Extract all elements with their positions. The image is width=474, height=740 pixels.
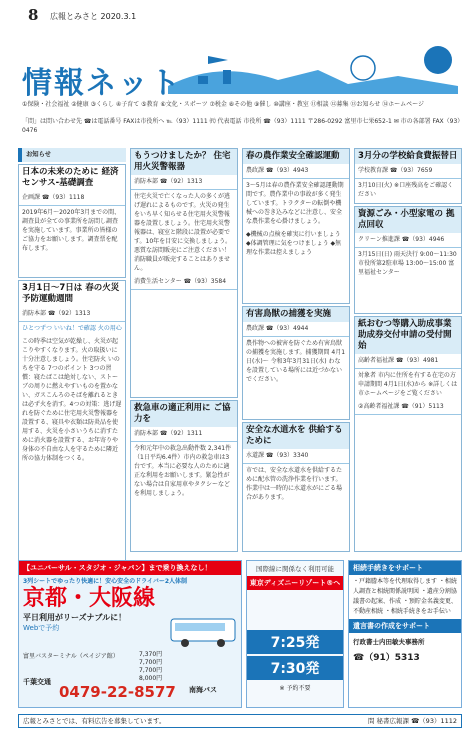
page-header <box>0 0 474 30</box>
fire-week-title: 3月1日〜7日は 春の火災予防運動週間 <box>22 282 120 304</box>
bus-ad-route: 京都・大阪線 <box>23 586 156 611</box>
bus-fare-1: 7,370円 <box>139 651 163 658</box>
page-number: 8 <box>28 6 39 24</box>
lunch-fee-contact: 学校教育課 ☎（93）7659 <box>355 164 461 179</box>
column-a <box>18 148 126 578</box>
farm-safety-body: 3〜5月は春の農作業安全確認運動期間です。農作業中の事故が多く発生しています。トラクターの転倒や機械への巻き込みなどに注意し、安全な農作業を心掛けましょう。 <box>246 181 344 225</box>
bus-company: 千葉交通 <box>23 678 51 686</box>
disney-ad-route: 東京ディズニーリゾート®へ <box>247 576 343 590</box>
recycling-body: 3月15日(日) 雨天決行 9:00〜11:30 市役所第2駐車場 13:00〜15:00 富里福祉センター <box>358 250 457 276</box>
ambulance-contact: 消防本部 ☎（92）1311 <box>131 427 237 442</box>
footer-text: 広報とみさとでは、有料広告を募集しています。 <box>23 717 166 725</box>
wildlife-contact: 農政課 ☎（93）4944 <box>243 322 349 337</box>
footer-ad-notice <box>18 714 462 728</box>
legal-ad-title: 相続手続きをサポート <box>349 561 461 575</box>
fire-week-body: この時季は空気が乾燥し、火災が起こりやすくなります。火の取扱いに十分注意しましょう。住宅防火 いのちを守る 7つのポイント 3つの習慣：寝たばこは絶対しない、ストーブの周りに燃えやすいものを置かない、ガスこんろのそばを離れるときは必ず火を消す。4つの対策：逃げ遅れを防ぐために住宅用火災警報器を設置する、寝具や衣類は防炎品を使用する、火災を小さいうちに消すために消火器を設置する、お年寄りや身体の不自由な人を守るために隣近所の協力体制をつくる。 <box>22 337 122 462</box>
bus-ad-dest: 富里バスターミナル（ペイジア館） <box>23 653 119 660</box>
legal-office-advertisement[interactable] <box>348 560 462 708</box>
bus-advertisement[interactable] <box>18 560 242 708</box>
contact-legend: 「問」は問い合わせ先 ☎は電話番号 FAXは市役所へ ℡（93）1111 ㈹ 代表電話 市役所 ☎（93）1111 〒286‑0292 富里市七栄652‑1 ✉ 市の各部署 FAX（93）0476 <box>22 118 461 134</box>
water-title: 安全な水道水を 供給するために <box>243 423 349 449</box>
alarm-body: 住宅火災で亡くなった人の多くが逃げ遅れによるものです。火災の発生をいち早く知らせる住宅用火災警報器を設置しましょう。住宅用火災警報器は、寝室と階段に設置が必要です。10年を目安に交換しましょう。悪質な訪問販売にご注意ください！消防職員が販売することはありません。 <box>134 192 232 272</box>
alarm-contact: 消防本部 ☎（92）1313 <box>131 175 237 190</box>
diaper-title: 紙おむつ等購入助成事業 助成券交付申請の受付開始 <box>355 317 461 354</box>
water-body: 市では、安全な水道水を供給するために配水管の洗浄作業を行います。作業中は一時的に水道水がにごる場合があります。 <box>246 466 343 501</box>
lunch-fee-body: 3月10日(火) ※口座残高をご確認ください <box>358 181 454 198</box>
farm-safety-title: 春の農作業安全確認運動 <box>243 149 349 164</box>
bus-ad-online: Webで予約 <box>23 624 60 632</box>
alarm-title: もうつけましたか？ 住宅用火災警報器 <box>131 149 237 175</box>
bus-phone[interactable]: 0479-22-8577 <box>59 683 176 701</box>
disney-ad-headline: 国際線に関係なく利用可能 <box>256 565 334 573</box>
disney-ad-note: ※ 予約不要 <box>279 685 311 692</box>
ambulance-title: 救急車の適正利用に ご協力を <box>131 401 237 427</box>
bus-ad-catch: 平日利用がリーズナブルに！ <box>23 613 127 622</box>
farm-safety-points: ◆機械の点検を確実に行いましょう ◆体調管理に気をつけましょう ◆無理な作業は控えましょう <box>246 230 342 256</box>
water-contact: 水道課 ☎（93）3340 <box>243 449 349 464</box>
fire-week-contact: 消防本部 ☎（92）1313 <box>19 307 125 322</box>
bus-icon <box>169 615 239 649</box>
diaper-contact: 高齢者福祉課 ☎（93）4981 <box>355 354 461 369</box>
consumer-center-contact: 消費生活センター ☎（93）3584 <box>131 275 237 290</box>
census-body: 2019年6月〜2020年3月までの間、調査員が全ての事業所を訪問し調査を実施しています。事業所の皆様のご協力をお願いします。調査票を配布します。 <box>22 208 121 252</box>
disney-bus-advertisement[interactable] <box>246 560 344 708</box>
ambulance-body: 令和元年中の救急出動件数 2,341件（1日平均6.4件）市内の救急車は3台です。本当に必要な人のために適正な利用をお願いします。緊急性がない場合は自家用車やタクシーなどを利用しましょう。 <box>134 444 232 497</box>
bus-partner: 南海バス <box>189 686 217 694</box>
lunch-fee-title: 3月分の学校給食費振替日 <box>355 149 461 164</box>
bus-fare-2: 7,700円 <box>139 659 163 666</box>
recycling-contact: クリーン推進課 ☎（93）4946 <box>355 233 461 248</box>
section-banner-title: 情報ネット <box>22 66 182 101</box>
recycling-title: 資源ごみ・小型家電の 拠点回収 <box>355 207 461 233</box>
legal-ad-title-2: 遺言書の作成をサポート <box>349 619 461 633</box>
fire-week-slogan: ひとつずつ いいね！で確認 火の用心 <box>22 324 122 332</box>
wildlife-body: 農作物への被害を防ぐため有害鳥獣の捕獲を実施します。捕獲期間 4月1日(水)〜 令和3年3月31日(水) わなを設置している場所には近づかないでください。 <box>246 339 346 383</box>
legal-office-name: 行政書士内田敏夫事務所 <box>353 638 425 646</box>
publication-date: 広報とみさと 2020.3.1 <box>50 12 137 21</box>
legal-office-phone[interactable]: ☎（91）5313 <box>353 653 420 663</box>
legal-ad-items: ・戸籍謄本等を代理取得します ・相続人調査と相続関係説明図 ・遺産分割協議書の起案、作成 ・預貯金名義変更、不動産相続 ・相続手続きをお手伝い <box>353 578 457 615</box>
bus-fare-4: 8,000円 <box>139 675 163 682</box>
diaper-body: 対象者 市内に住所を有する在宅の方 申請期間 4月1日(水)から ※詳しくは市ホームページをご覧ください <box>358 371 458 397</box>
column-c <box>242 148 350 552</box>
bus-ad-sub: 3列シートでゆったり快適に！安心安全のドライバー2人体制 <box>23 578 187 585</box>
footer-contact: 問 秘書広報課 ☎（93）1112 <box>367 717 457 725</box>
wildlife-title: 有害鳥獣の捕獲を実施 <box>243 307 349 322</box>
column-d <box>354 148 462 552</box>
census-contact: 企画課 ☎（93）1118 <box>19 191 125 206</box>
census-title: 日本の未来のために 経済センサス‐基礎調査 <box>22 166 119 188</box>
section-heading-notice: お知らせ <box>18 148 126 162</box>
disney-time-1: 7:25発 <box>247 630 343 654</box>
bus-ad-headline: 【ユニバーサル・スタジオ・ジャパン】まで乗り換えなし！ <box>19 561 241 575</box>
disney-time-2: 7:30発 <box>247 656 343 680</box>
column-b <box>130 148 238 552</box>
diaper-contact-2: ②高齢者福祉課 ☎（91）5113 <box>355 400 461 415</box>
farm-safety-contact: 農政課 ☎（93）4943 <box>243 164 349 179</box>
bus-fare-3: 7,700円 <box>139 667 163 674</box>
category-legend: ①保険・社会福祉 ②健康 ③くらし ④子育て ⑤教育 ⑥文化・スポーツ ⑦税金 ⑧その他 ⑨催し ⑩講座・教室 ⑪相談 ⑫募集 ⑬お知らせ ⑭ホームページ <box>22 101 425 108</box>
